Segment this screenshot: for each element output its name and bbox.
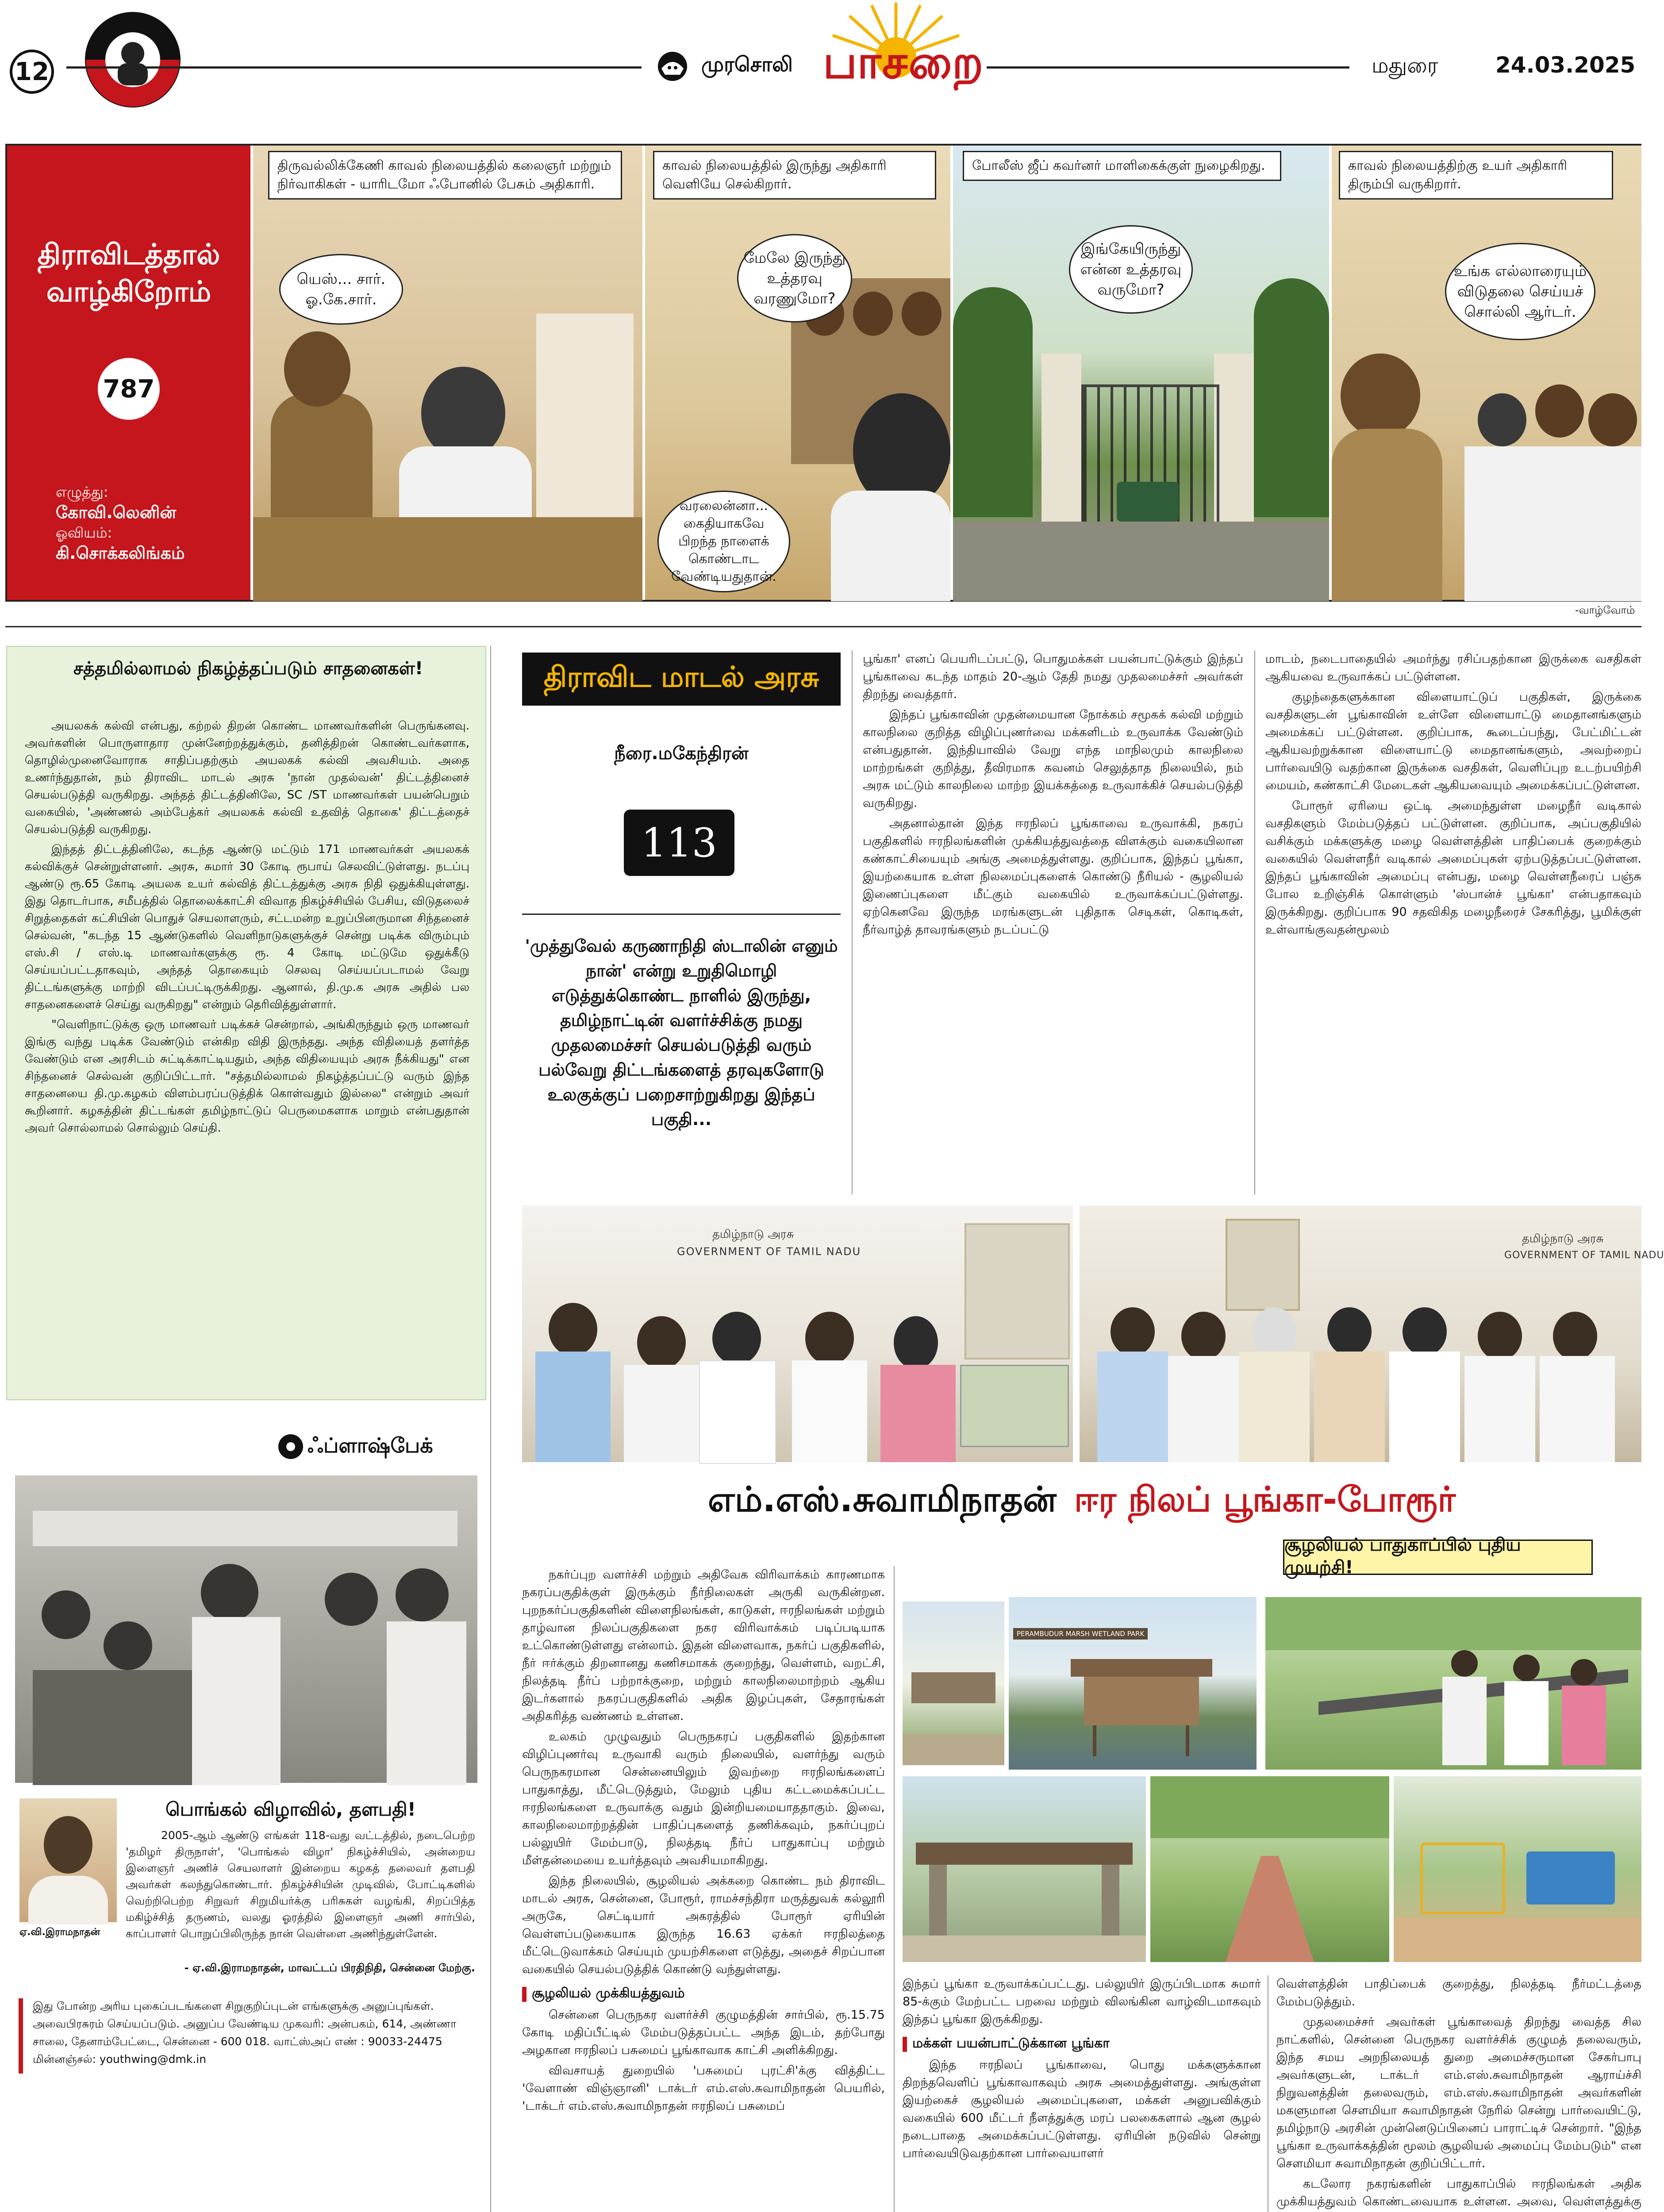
comic-panel-3 bbox=[953, 146, 1329, 600]
series-number: 113 bbox=[641, 819, 717, 866]
panel1-caption: திருவல்லிக்கேணி காவல் நிலையத்தில் கலைஞர் மற்றும் நிர்வாகிகள் - யாரிடமோ ஃபோனில் பேசும் அதிகாரி. bbox=[268, 151, 622, 200]
park-photo-playground bbox=[1394, 1776, 1641, 1962]
photo-sign-text-tamil: தமிழ்நாடு அரசு bbox=[1522, 1232, 1604, 1245]
feature-subhead-2: மக்கள் பயன்பாட்டுக்கான பூங்கா bbox=[903, 2035, 1261, 2053]
feature-photo-ceremony-1 bbox=[522, 1206, 1073, 1462]
photo-sign-text: GOVERNMENT OF TAMIL NADU bbox=[1504, 1250, 1664, 1261]
feature-column-2 bbox=[903, 1975, 1261, 2212]
panel3-caption: போலீஸ் ஜீப் கவர்னர் மாளிகைக்குள் நுழைகிறது. bbox=[963, 151, 1281, 181]
paper-name: பாசறை bbox=[823, 35, 984, 89]
flashback-logo bbox=[278, 1431, 433, 1462]
park-sign-text: PERAMBUDUR MARSH WETLAND PARK bbox=[1013, 1628, 1148, 1640]
feature-paragraph: இந்தப் பூங்கா உருவாக்கப்பட்டது. பல்லுயிர் இருப்பிடமாக சுமார் 85-க்கும் மேற்பட்ட பறவை மற்றும் விலங்கின வாழ்விடமாகவும் இந்தப் பூங்கா இருக்கிறது. bbox=[903, 1977, 1261, 2026]
panel4-speech-bubble: உங்க எல்லாரையும் விடுதலை செய்யச் சொல்லி ஆர்டர். bbox=[1445, 243, 1595, 340]
feature-paragraph: விவசாயத் துறையில் 'பசுமைப் புரட்சி'க்கு வித்திட்ட 'வேளாண் விஞ்ஞானி' டாக்டர் எம்.எஸ்.சுவாமிநாதன் பெயரில், 'டாக்டர் எம்.எஸ்.சுவாமிநாதன் ஈரநிலப் பசுமைப் bbox=[522, 2064, 885, 2113]
episode-badge bbox=[98, 358, 160, 420]
left-article-paragraph: "வெளிநாட்டுக்கு ஒரு மாணவர் படிக்கச் சென்றால், அங்கிருந்தும் ஒரு மாணவர் இங்கு வந்து படிக்க வேண்டும் என்கிற விதி இருந்தது. அந்த விதியைத் தளர்த்த வேண்டும் என அரசிடம் சுட்டிக்காட்டியதும், அந்த விதியையும் அரசு நீக்கியது" என சிந்தனைச் செல்வன் குறிப்பிட்டார். "சத்தமில்லாமல் நிகழ்த்தப்பட்டு வரும் இந்த சாதனையை தி.மு.கழகம் விளம்பரப்படுத்திக் கொள்வதும் இல்லை" என்றும் அவர் கூறினார். கழகத்தின் திட்டங்கள் தமிழ்நாட்டுப் பெருமைகளாக மாறும் என்பதுதான் அவர் சொல்லாமல் சொல்லும் செய்தி. bbox=[25, 1018, 469, 1135]
feature-paragraph: நகர்ப்புற வளர்ச்சி மற்றும் அதிவேக விரிவாக்கம் காரணமாக நகரப்பகுதிக்குள் இருக்கும் நீர்நிலைகள் அருகி வருகின்றன. புறநகர்ப்பகுதிகளின் விளைநிலங்கள், காடுகள், ஈரநிலங்கள் மற்றும் தாழ்வான நிலப்பகுதிகளை நகர விரிவாக்கம் படிப்படியாக உட்கொண்டுள்ளது என்லாம். இதன் விளைவாக, நகர்ப் பகுதிகளில், நீர் ஈர்க்கும் திறனானது கணிசமாகக் குறைந்து, வெள்ளம், வறட்சி, நிலத்தடி நீர்ப் பற்றாக்குறை, மற்றும் காலநிலைமாற்றம் ஆகிய இடர்களால் நகரப்பகுதிகளில் அதிக இழப்புகள், சேதாரங்கள் அதிகரித்த வண்ணம் உள்ளன. bbox=[522, 1568, 885, 1723]
panel2-caption: காவல் நிலையத்தில் இருந்து அதிகாரி வெளியே செல்கிறார். bbox=[653, 151, 936, 200]
feature-paragraph: உலகம் முழுவதும் பெருநகரப் பகுதிகளில் இதற்கான விழிப்புணர்வு உருவாகி வரும் நிலையில், வளர்ந்து வரும் பெருநகரமான சென்னையிலும் இவற்றை ஈரநிலங்களைப் பாதுகாத்து, மீட்டெடுத்தும், மேலும் புதிய கட்டமைக்கப்பட்ட ஈரநிலங்களை உருவாக்கு வதும் இன்றியமையாததாகும். இவை, காலநிலைமாற்றத்தின் பாதிப்புகளைத் தணிக்கவும், நகர்ப்புறப் பல்லுயிர் மேம்பாடு, நிலத்தடி நீர்ப் பாதுகாப்பு மற்றும் மீள்தன்மையை உயர்த்தவும் அவசியமாகிறது. bbox=[522, 1730, 885, 1867]
column-rule-ab bbox=[1254, 650, 1255, 1194]
park-photo-pathway bbox=[1150, 1776, 1389, 1962]
series-author: நீரை.மகேந்திரன் bbox=[614, 743, 749, 764]
feature-subhead-1: சூழலியல் முக்கியத்துவம் bbox=[522, 1985, 885, 2003]
top-column-a bbox=[863, 650, 1243, 1194]
paper-name-prefix: முரசொலி bbox=[701, 52, 793, 76]
column-rule-feature-1 bbox=[894, 1566, 895, 2212]
comic-continued: -வாழ்வோம் bbox=[1575, 604, 1635, 616]
flashback-sign: - ஏ.வி.இராமநாதன், மாவட்டப் பிரதிநிதி, சென்னை மேற்கு. bbox=[184, 1962, 475, 1974]
series-number-badge bbox=[624, 810, 734, 876]
column-paragraph: இந்தப் பூங்காவின் முதன்மையான நோக்கம் சமூகக் கல்வி மற்றும் காலநிலை குறித்த விழிப்புணர்வை மக்களிடம் உருவாக்க வேண்டும் என்பதுதான். இந்தியாவில் வேறு எந்த மாநிலமும் காலநிலை மாற்றங்கள் குறித்து, தீவிரமாக கவனம் செலுத்தாத நிலையில், நம் அரசு மட்டும் காலநிலை மாற்ற இயக்கத்தை உருவாக்கிச் செயல்படுத்தி வருகிறது. bbox=[863, 708, 1243, 810]
series-banner-text: திராவிட மாடல் அரசு bbox=[543, 661, 819, 694]
masthead bbox=[0, 0, 1647, 119]
comic-strip bbox=[5, 144, 1641, 602]
feature-paragraph: சென்னை பெருநகர வளர்ச்சி குழுமத்தின் சார்பில், ரூ.15.75 கோடி மதிப்பீட்டில் மேம்படுத்தப்பட்ட அந்த இடம், தற்போது அழகான ஈரநிலப் பசுமைப் பூங்காவாக காட்சி அளிக்கிறது. bbox=[522, 2008, 885, 2057]
comic-bottom-rule bbox=[5, 626, 1641, 627]
feature-paragraph: முதலமைச்சர் அவர்கள் பூங்காவைத் திறந்து வைத்த சில நாட்களில், சென்னை பெருநகர வளர்ச்சிக் குழுமத் தலைவரும், இந்த சமய அறநிலையத் துறை அமைச்சருமான சேகர்பாபு அவர்களுடன், டாக்டர் எம்.எஸ்.சுவாமிநாதன் ஆராய்ச்சி நிறுவனத்தின் தலைவரும், எம்.எஸ்.சுவாமிநாதன் அவர்களின் மகளுமான சௌமியா சுவாமிநாதன் நேரில் சென்று பார்வையிட்டு, தமிழ்நாடு அரசின் முன்னெடுப்பினைப் பாராட்டிச் சென்றார். "இந்த பூங்கா உருவாக்கத்தின் மூலம் சூழலியல் அமைப்பு மேம்படும்" என சௌமியா சுவாமிநாதன் குறிப்பிட்டார். bbox=[1276, 2015, 1641, 2170]
writer-name: கோவி.லெனின் bbox=[56, 503, 177, 522]
flashback-body: 2005-ஆம் ஆண்டு எங்கள் 118-வது வட்டத்தில், நடைபெற்ற 'தமிழர் திருநாள்', 'பொங்கல் விழா' நிகழ்ச்சியில், அன்றைய இளைஞர் அணிச் செயலாளர் இன்றைய கழகத் தலைவர் தளபதி அவர்கள் கலந்துகொண்டார். நிகழ்ச்சியின் முடிவில், போட்டிகளில் வெற்றிபெற்ற சிறுவர் சிறுமியர்க்கு பரிசுகள் வழங்கி, சிறப்பித்த மகிழ்ச்சித் தருணம், வலது ஓரத்தில் இளைஞர் அணி சார்பில், காப்பாளர் பொறுப்பிலிருந்த நான் வெள்ளை அணிந்துள்ளேன். bbox=[126, 1829, 475, 1940]
comic-panel-4 bbox=[1332, 146, 1641, 600]
writer-label: எழுத்து: bbox=[56, 484, 108, 500]
left-article-headline: சத்தமில்லாமல் நிகழ்த்தப்படும் சாதனைகள்! bbox=[73, 658, 423, 679]
feature-paragraph: கடலோர நகரங்களின் பாதுகாப்பில் ஈரநிலங்கள் அதிக முக்கியத்துவம் கொண்டவையாக உள்ளன. அவை, வெள்ளத்துக்கு bbox=[1276, 2177, 1641, 2208]
feature-photo-ceremony-2 bbox=[1080, 1206, 1664, 1462]
masthead-rule-right bbox=[987, 66, 1349, 69]
left-article-body bbox=[25, 718, 469, 1140]
artist-name: கி.சொக்கலிங்கம் bbox=[56, 543, 185, 563]
flashback-title: பொங்கல் விழாவில், தளபதி! bbox=[165, 1798, 416, 1820]
park-photo-entrance bbox=[903, 1601, 1004, 1765]
flashback-label: ஃப்ளாஷ்பேக் bbox=[307, 1433, 433, 1457]
flashback-notice: இது போன்ற அரிய புகைப்படங்களை சிறுகுறிப்புடன் எங்களுக்கு அனுப்புங்கள். அவைபிரசுரம் செய்யப்படும். அனுப்ப வேண்டிய முகவரி: அன்பகம், 614, அண்ணா சாலை, தேனாம்பேட்டை, சென்னை - 600 018. வாட்ஸ்அப் எண் : 90033-24475 மின்னஞ்சல்: youthwing@dmk.in bbox=[33, 2000, 457, 2066]
park-photo-visitors bbox=[1265, 1597, 1641, 1770]
comic-title: திராவிடத்தால் வாழ்கிறோம் bbox=[37, 238, 220, 308]
column-paragraph: மாடம், நடைபாதையில் அமர்ந்து ரசிப்பதற்கான இருக்கை வசதிகள் ஆகியவை உருவாக்கப் பட்டுள்ளன. bbox=[1265, 652, 1641, 684]
panel2-speech-bubble: மேலே இருந்து உத்தரவு வரணுமோ? bbox=[737, 234, 852, 323]
column-rule-left bbox=[490, 646, 491, 2212]
left-article-box bbox=[6, 646, 486, 1400]
flashback-section bbox=[6, 1427, 486, 2212]
feature-column-3 bbox=[1276, 1975, 1641, 2212]
panel4-caption: காவல் நிலையத்திற்கு உயர் அதிகாரி திரும்பி வருகிறார். bbox=[1339, 151, 1613, 200]
artist-label: ஓவியம்: bbox=[56, 524, 112, 541]
flashback-photo bbox=[15, 1475, 477, 1783]
column-paragraph: அதனால்தான் இந்த ஈரநிலப் பூங்காவை உருவாக்கி, நகரப் பகுதிகளில் ஈரநிலங்களின் முக்கியத்துவத்தை விளக்கும் வகையிலான கண்காட்சியையும் அங்கு அமைத்துள்ளது. குறிப்பாக, இந்தப் பூங்கா, இயற்கையாக உள்ள நிலமைப்புகளைக் கொண்டு நீரியல் - சூழலியல் இணைப்புகளை மீட்கும் வகையில் உருவாக்கப்பட்டுள்ளது. ஏற்கெனவே இருந்த மரங்களுடன் புதிதாக செடிகள், கொடிகள், நீர்வாழ்த் தாவரங்களும் நடப்பட்டு bbox=[863, 817, 1243, 937]
park-photo-pavilion bbox=[1009, 1597, 1257, 1770]
bull-icon bbox=[653, 51, 692, 82]
column-paragraph: போரூர் ஏரியை ஒட்டி அமைந்துள்ள மழைநீர் வடிகால் வசதிகளும் மேம்படுத்தப் பட்டுள்ளன. குறிப்பாக, அப்பகுதியில் வசிக்கும் மக்களுக்கு மழை வெள்ளத்தின் பாதிப்பைக் குறைக்கும் வகையில் வெள்ளநீர் வடிகால் அமைப்புகள் ஏற்படுத்தப்பட்டுள்ளன. இந்தப் பூங்காவின் அமைப்பு என்பது, மழை வெள்ளநீரைப் பஞ்சு போல உறிஞ்சிக் கொள்ளும் 'ஸ்பான்ச் பூங்கா' என்பதாகவும் இருக்கிறது. குறிப்பாக 90 சதவிகித மழைநீரைச் சேகரித்து, பூமிக்குள் உள்வாங்குவதன்மூலம் bbox=[1265, 799, 1641, 937]
feature-paragraph: இந்த ஈரநிலப் பூங்காவை, பொது மக்களுக்கான திறந்தவெளிப் பூங்காவாகவும் அரசு அமைத்துள்ளது. அங்குள்ள இயற்கைச் சூழலியல் அமைப்புகளை, மக்கள் அனுபவிக்கும் வகையில் 600 மீட்டர் நீளத்துக்கு மரப் பலகைகளால் ஆன சூழல் நடைபாதை அமைக்கப்பட்டுள்ளது. ஏரியின் நடுவில் சென்று பார்வையிடுவதற்கான பார்வையாளர் bbox=[903, 2058, 1261, 2160]
photo-sign-text-tamil: தமிழ்நாடு அரசு bbox=[712, 1228, 794, 1241]
feature-headline bbox=[522, 1469, 1641, 1535]
series-intro: 'முத்துவேல் கருணாநிதி ஸ்டாலின் எனும் நான்' என்று உறுதிமொழி எடுத்துக்கொண்ட நாளில் இருந்து, தமிழ்நாட்டின் வளர்ச்சிக்கு நமது முதலமைச்சர் செயல்படுத்தி வரும் பல்வேறு திட்டங்களைத் தரவுகளோடு உலகுக்குப் பறைசாற்றுகிறது இந்தப் பகுதி... bbox=[525, 936, 838, 1129]
panel2-speech-bubble-2: வரலைன்னா... கைதியாகவே பிறந்த நாளைக் கொண்டாட வேண்டியதுதான். bbox=[657, 491, 790, 592]
page-number: 12 bbox=[15, 57, 49, 86]
feature-headline-black: எம்.எஸ்.சுவாமிநாதன் bbox=[707, 1480, 1057, 1520]
column-paragraph: குழந்தைகளுக்கான விளையாட்டுப் பகுதிகள், இருக்கை வசதிகளுடன் பூங்காவின் உள்ளே விளையாட்டு மைதானங்களும் அமைக்கப் பட்டுள்ளன. குறிப்பாக, கூடைப்பந்து, பேட்மிட்டன் ஆகியவற்றுக்கான விளையாட்டு மைதானங்களும், அவற்றைப் பார்வையிடு வதற்கான இருக்கை வசதிகள், வெளிப்புற உடற்பயிற்சி மையம், கண்காட்சி மேடைகள் ஆகியவையும் அமைக்கப்பட்டுள்ளன. bbox=[1265, 690, 1641, 792]
masthead-rule-left bbox=[66, 66, 642, 69]
comic-title-panel bbox=[7, 146, 250, 600]
episode-number: 787 bbox=[103, 374, 155, 403]
page-number-badge bbox=[10, 50, 54, 94]
panel3-speech-bubble: இங்கேயிருந்து என்ன உத்தரவு வருமோ? bbox=[1069, 225, 1193, 314]
left-article-paragraph: இந்தத் திட்டத்தினிலே, கடந்த ஆண்டு மட்டும் 171 மாணவர்கள் அயலகக் கல்விக்குச் சென்றுள்ளனர். அரசு, சுமார் 30 கோடி ரூபாய் செலவிட்டுள்ளது. நடப்பு ஆண்டு ரூ.65 கோடி அயலக உயர் கல்வித் திட்டத்துக்கு அரசு நிதி ஒதுக்கியுள்ளது. இது தொடர்பாக, சமீபத்தில் தொலைக்காட்சி விவாத நிகழ்ச்சியில் பேசிய, விடுதலைச் சிறுத்தைகள் கட்சியின் பொதுச் செயலாளரும், சட்டமன்ற உறுப்பினருமான சிந்தனைச் செல்வன், "கடந்த 15 ஆண்டுகளில் வெளிநாடுகளுக்குச் சென்று படிக்க விரும்பும் எஸ்.சி / எஸ்.டி மாணவர்களுக்கு ரூ. 4 கோடி மட்டுமே ஒதுக்கீடு செய்யப்பட்டதாகவும், அந்தத் தொகையும் செலவு செய்யப்படாமல் வேறு திட்டங்களுக்கு மாற்றி விடப்பட்டிருக்கிறது. ஆனால், தி.மு.க அரசு அதில் பல சாதனைகளைச் செய்து வருகிறது" என்றும் தெரிவித்துள்ளார். bbox=[25, 843, 469, 1011]
left-article-paragraph: அயலகக் கல்வி என்பது, கற்றல் திறன் கொண்ட மாணவர்களின் பெருங்கனவு. அவர்களின் பொருளாதார முன்னேற்றத்துக்கும், தனித்திறன் கொண்டவர்களாக, தொழில்முனைவோராக சாதிப்பதற்கும் அயலகக் கல்வி அவசியம். அதை உணர்ந்துதான், நம் திராவிட மாடல் அரசு 'நான் முதல்வன்' திட்டத்தினைச் செயல்படுத்தி வருகிறது. அந்தத் திட்டத்தினிலே, SC /ST மாணவர்கள் பயன்பெறும் வகையில், 'அண்ணல் அம்பேத்கர் அயலகக் கல்வி உதவித் தொகை' திட்டத்தைச் செயல்படுத்தி வருகிறது. bbox=[25, 719, 469, 836]
film-reel-icon bbox=[278, 1434, 303, 1459]
park-photo-gate bbox=[903, 1776, 1146, 1962]
feature-headline-red: ஈர நிலப் பூங்கா-போரூர் bbox=[1074, 1480, 1456, 1520]
feature-paragraph: இந்த நிலையில், சூழலியல் அக்கறை கொண்ட நம் திராவிட மாடல் அரசு, சென்னை, போரூர், ராமச்சந்திரா மருத்துவக் கல்லூரி அருகே, செட்டியார் அகரத்தில் போரூர் ஏரியின் வெள்ளப்படுகையாக இருந்த 16.63 ஏக்கர் ஈரநிலத்தை மீட்டெடுவாக்கம் செய்யும் முயற்சிகளை எடுத்து, அதைச் சிறப்பான வகையில் செயல்படுத்திக் கொண்டு வந்துள்ளது. bbox=[522, 1874, 885, 1976]
feature-column-1 bbox=[522, 1566, 885, 2212]
party-logo-icon bbox=[84, 11, 181, 108]
column-rule-series bbox=[852, 650, 853, 1194]
feature-kicker-box bbox=[1283, 1535, 1593, 1578]
panel1-speech-bubble: யெஸ்... சார். ஓ.கே.சார். bbox=[279, 254, 403, 325]
series-rule bbox=[522, 914, 841, 915]
photo-sign-text: GOVERNMENT OF TAMIL NADU bbox=[677, 1245, 861, 1258]
top-column-b bbox=[1265, 650, 1641, 1194]
portrait-photo bbox=[19, 1798, 117, 1922]
edition-date: 24.03.2025 bbox=[1495, 52, 1636, 78]
portrait-name: ஏ.வி.இராமநாதன் bbox=[19, 1927, 100, 1938]
flashback-notice-bar bbox=[19, 1998, 23, 2074]
column-paragraph: பூங்கா' எனப் பெயரிடப்பட்டு, பொதுமக்கள் பயன்பாட்டுக்கும் இந்தப் பூங்காவை கடந்த மாதம் 20-ஆம் தேதி நமது முதலமைச்சர் அவர்கள் திறந்து வைத்தார். bbox=[863, 652, 1243, 701]
comic-panel-1 bbox=[253, 146, 642, 600]
series-banner bbox=[522, 653, 841, 706]
feature-paragraph: வெள்ளத்தின் பாதிப்பைக் குறைத்து, நிலத்தடி நீர்மட்டத்தை மேம்படுத்தும். bbox=[1276, 1977, 1641, 2008]
feature-kicker: சூழலியல் பாதுகாப்பில் புதிய முயற்சி! bbox=[1284, 1535, 1521, 1578]
edition-city: மதுரை bbox=[1372, 53, 1438, 78]
